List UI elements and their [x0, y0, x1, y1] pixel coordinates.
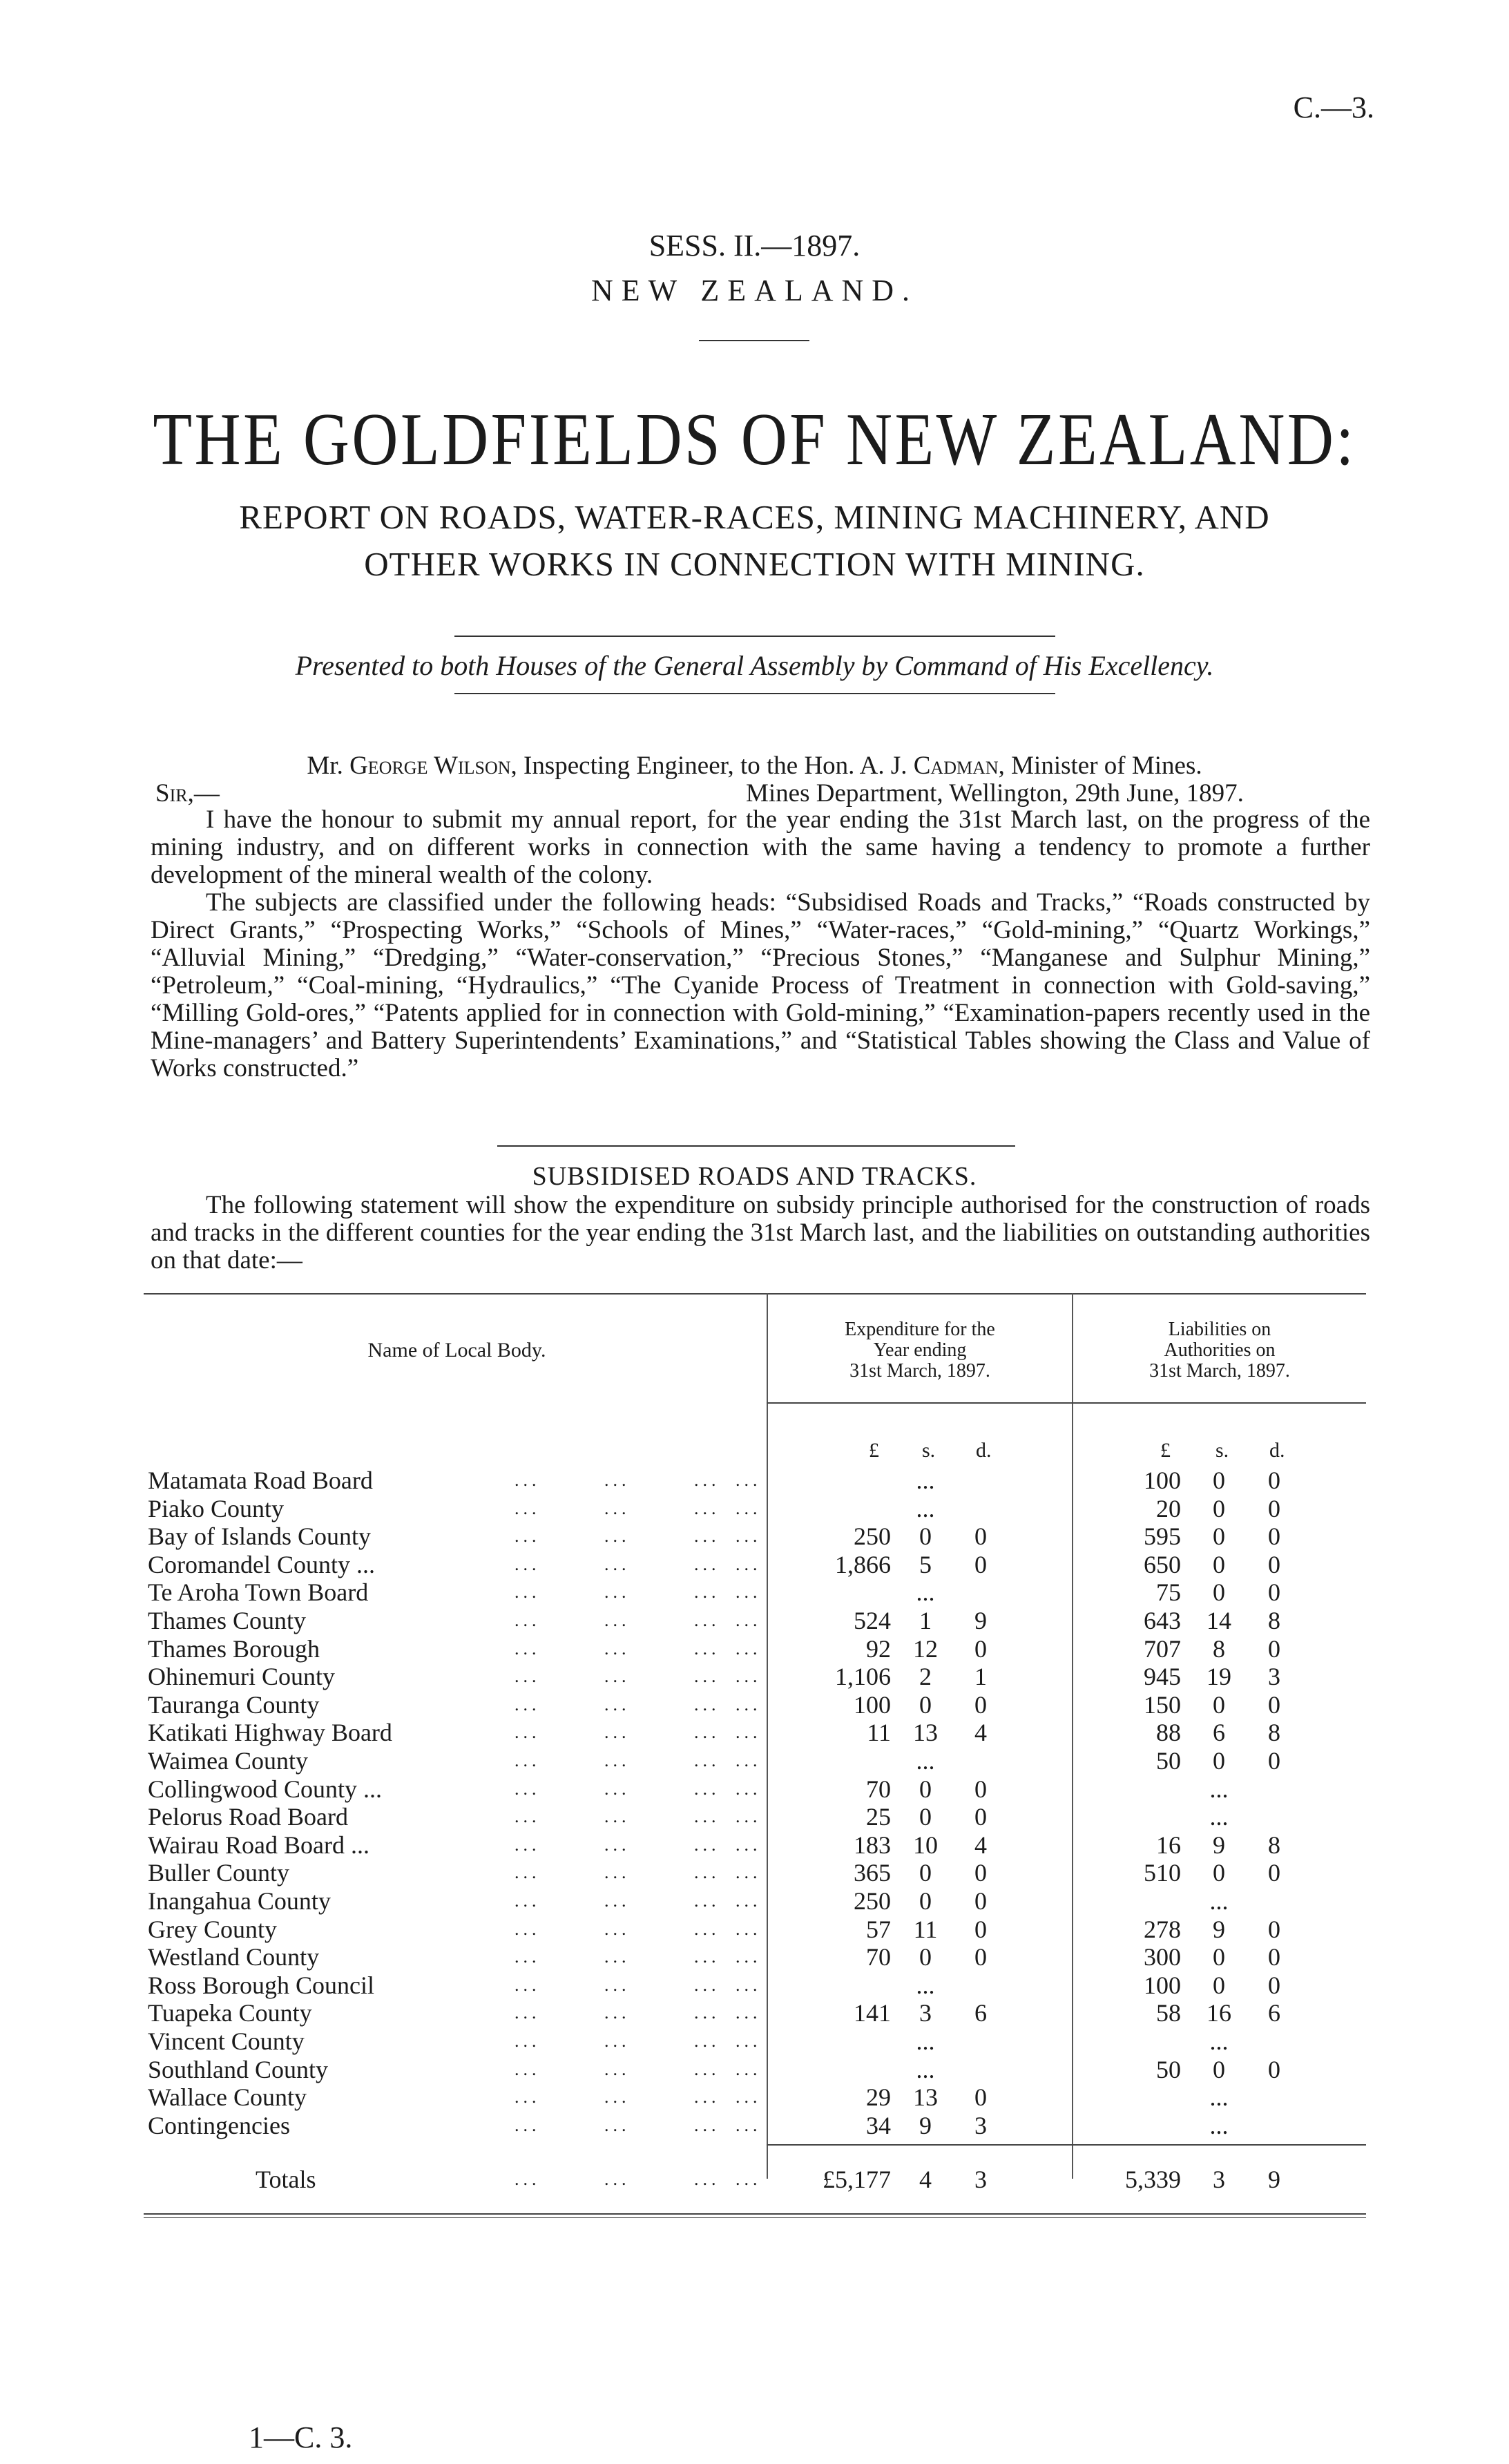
column-header-expenditure — [768, 1319, 1072, 1382]
divider — [497, 1145, 1015, 1147]
liability-pounds: 20 — [1156, 1495, 1181, 1522]
liability-pounds: 88 — [1156, 1719, 1181, 1746]
liability-pence: 0 — [1268, 2056, 1280, 2083]
expenditure-pounds: 34 — [866, 2112, 891, 2139]
page-footer: 1—C. 3. — [249, 2420, 353, 2454]
expenditure-pounds: 524 — [854, 1607, 891, 1634]
liability-shillings: ... — [1209, 2027, 1229, 2055]
local-body-name: Buller County — [148, 1859, 289, 1887]
expenditure-shillings: 12 — [913, 1635, 938, 1663]
table-row: Inangahua County ... ... ... ... 250 0 0 ... — [0, 1887, 1509, 1915]
expenditure-pence: 0 — [974, 2083, 987, 2111]
local-body-name: Thames County — [148, 1607, 306, 1634]
liability-shillings: 0 — [1213, 1578, 1225, 1606]
liability-pounds: 300 — [1144, 1943, 1181, 1971]
liability-shillings: 0 — [1213, 1691, 1225, 1719]
expenditure-shillings: ... — [916, 1747, 935, 1775]
expenditure-pence: 4 — [974, 1719, 987, 1746]
expenditure-shillings: 13 — [913, 2083, 938, 2111]
expenditure-shillings: 3 — [919, 1999, 932, 2027]
paragraph: I have the honour to submit my annual report, for the year ending the 31st March last, on the progress of the mining industry, and on different works in connection with the same having a tendency to promote a further development of the mineral wealth of the colony. — [151, 805, 1370, 889]
liability-pounds: 707 — [1144, 1635, 1181, 1663]
liability-pence: 0 — [1268, 1943, 1280, 1971]
liability-pounds: 100 — [1144, 1971, 1181, 1999]
liability-shillings: 0 — [1213, 1859, 1225, 1887]
local-body-name: Westland County — [148, 1943, 320, 1971]
unit-pence: d. — [976, 1439, 992, 1462]
table-row: Vincent County ... ... ... ... ... ... — [0, 2027, 1509, 2055]
sender-name: George Wilson — [349, 752, 511, 780]
liability-pence: 0 — [1268, 1971, 1280, 1999]
header-line: 31st March, 1897. — [849, 1360, 990, 1382]
local-body-name: Wallace County — [148, 2083, 307, 2111]
expenditure-pounds: 250 — [854, 1887, 891, 1915]
liability-shillings: ... — [1209, 2083, 1229, 2111]
header-line: 31st March, 1897. — [1149, 1360, 1290, 1382]
local-body-name: Bay of Islands County — [148, 1522, 371, 1550]
total-liab-shillings: 3 — [1213, 2166, 1225, 2193]
table-bottom-rule — [144, 2217, 1366, 2218]
country-line: NEW ZEALAND. — [590, 274, 919, 307]
expenditure-pence: 1 — [974, 1663, 987, 1690]
total-liab-pence: 9 — [1268, 2166, 1280, 2193]
header-line: Year ending — [873, 1339, 967, 1361]
local-body-name: Tauranga County — [148, 1691, 320, 1719]
section-heading: SUBSIDISED ROADS AND TRACKS. — [532, 1162, 977, 1191]
expenditure-shillings: 11 — [913, 1916, 938, 1943]
expenditure-shillings: 9 — [919, 2112, 932, 2139]
expenditure-pounds: 250 — [854, 1522, 891, 1550]
liability-pence: 8 — [1268, 1607, 1280, 1634]
expenditure-pence: 0 — [974, 1859, 987, 1887]
local-body-name: Wairau Road Board ... — [148, 1831, 370, 1859]
liability-pounds: 945 — [1144, 1663, 1181, 1690]
liability-shillings: ... — [1209, 1775, 1229, 1803]
liability-shillings: 19 — [1207, 1663, 1231, 1690]
liability-shillings: 14 — [1207, 1607, 1231, 1634]
expenditure-pounds: 29 — [866, 2083, 891, 2111]
table-row: Te Aroha Town Board ... ... ... ... ... 75 0 0 — [0, 1578, 1509, 1606]
divider — [454, 636, 1055, 637]
expenditure-shillings: 0 — [919, 1803, 932, 1831]
expenditure-pounds: 365 — [854, 1859, 891, 1887]
table-row: Waimea County ... ... ... ... ... 50 0 0 — [0, 1747, 1509, 1775]
liability-pounds: 50 — [1156, 1747, 1181, 1775]
document-subtitle — [0, 494, 1509, 588]
liability-shillings: 0 — [1213, 1971, 1225, 1999]
local-body-name: Ross Borough Council — [148, 1971, 375, 1999]
section-intro — [151, 1192, 1370, 1274]
local-body-name: Vincent County — [148, 2027, 305, 2055]
liability-shillings: 9 — [1213, 1916, 1225, 1943]
expenditure-shillings: 1 — [919, 1607, 932, 1634]
expenditure-shillings: 5 — [919, 1551, 932, 1578]
table-row: Wairau Road Board ... ... ... ... ... 183 10 4 16 9 8 — [0, 1831, 1509, 1859]
expenditure-pence: 0 — [974, 1522, 987, 1550]
header-rule — [767, 1402, 1366, 1404]
liability-shillings: ... — [1209, 1803, 1229, 1831]
paragraph: The subjects are classified under the following heads: “Subsidised Roads and Tracks,” “Roads constructed by Direct Grants,” “Prospecting Works,” “Schools of Mines,” “Water-races,” “Gold-mining,” “Quartz Workings,” “Alluvial Mining,” “Dredging,” “Water-conservation,” “Precious Stones,” “Manganese and Sulphur Mining,” “Petroleum,” “Coal-mining, “Hydraulics,” “The Cyanide Process of Treatment in connection with Gold-saving,” “Milling Gold-ores,” “Patents applied for in connection with Gold-mining,” “Examination-papers recently used in the Mine-managers’ and Battery Superintendents’ Examinations,” and “Statistical Tables showing the Class and Value of Works constructed.” — [151, 888, 1370, 1082]
liability-pence: 0 — [1268, 1747, 1280, 1775]
liability-pence: 3 — [1268, 1663, 1280, 1690]
expenditure-pounds: 183 — [854, 1831, 891, 1859]
local-body-name: Grey County — [148, 1916, 277, 1943]
liability-pence: 0 — [1268, 1635, 1280, 1663]
recipient-role: , Minister of Mines. — [998, 752, 1202, 780]
liability-shillings: 0 — [1213, 1943, 1225, 1971]
expenditure-shillings: ... — [916, 1495, 935, 1522]
table-row: Southland County ... ... ... ... ... 50 0 0 — [0, 2056, 1509, 2083]
table-row: Katikati Highway Board ... ... ... ... 11 13 4 88 6 8 — [0, 1719, 1509, 1746]
expenditure-pounds: 1,866 — [835, 1551, 891, 1578]
totals-row: Totals ... ... ... ... £5,177 4 3 5,339 3 9 — [0, 2166, 1509, 2193]
liability-shillings: 6 — [1213, 1719, 1225, 1746]
total-exp-shillings: 4 — [919, 2166, 932, 2193]
local-body-name: Pelorus Road Board — [148, 1803, 348, 1831]
expenditure-shillings: ... — [916, 2056, 935, 2083]
expenditure-pence: 0 — [974, 1943, 987, 1971]
local-body-name: Tuapeka County — [148, 1999, 312, 2027]
local-body-name: Te Aroha Town Board — [148, 1578, 369, 1606]
paragraph: The following statement will show the expenditure on subsidy principle authorised for the construction of roads and tracks in the different counties for the year ending the 31st March last, and the liabilities on outstanding authorities on that date:— — [151, 1191, 1370, 1274]
liability-pounds: 75 — [1156, 1578, 1181, 1606]
liability-pounds: 50 — [1156, 2056, 1181, 2083]
local-body-name: Inangahua County — [148, 1887, 331, 1915]
expenditure-pence: 9 — [974, 1607, 987, 1634]
liability-shillings: ... — [1209, 2112, 1229, 2139]
local-body-name: Contingencies — [148, 2112, 290, 2139]
document-title: THE GOLDFIELDS OF NEW ZEALAND: — [153, 399, 1356, 481]
liability-pence: 8 — [1268, 1831, 1280, 1859]
liability-pence: 0 — [1268, 1691, 1280, 1719]
liability-shillings: 0 — [1213, 1467, 1225, 1494]
liability-shillings: ... — [1209, 1887, 1229, 1915]
expenditure-pounds: 92 — [866, 1635, 891, 1663]
table-row: Ross Borough Council ... ... ... ... ... 100 0 0 — [0, 1971, 1509, 1999]
liability-pence: 0 — [1268, 1859, 1280, 1887]
table-row: Collingwood County ... ... ... ... ... 70 0 0 ... — [0, 1775, 1509, 1803]
liability-pounds: 643 — [1144, 1607, 1181, 1634]
liability-pounds: 650 — [1144, 1551, 1181, 1578]
liability-pounds: 510 — [1144, 1859, 1181, 1887]
unit-shillings: s. — [922, 1439, 936, 1462]
liability-shillings: 0 — [1213, 1495, 1225, 1522]
expenditure-shillings: ... — [916, 1467, 935, 1494]
session-line: SESS. II.—1897. — [648, 229, 861, 262]
expenditure-pence: 3 — [974, 2112, 987, 2139]
liability-pounds: 278 — [1144, 1916, 1181, 1943]
liability-pounds: 595 — [1144, 1522, 1181, 1550]
expenditure-shillings: 0 — [919, 1775, 932, 1803]
page-reference: C.—3. — [1293, 90, 1374, 124]
table-row: Westland County ... ... ... ... 70 0 0 300 0 0 — [0, 1943, 1509, 1971]
address-prefix: Mr. — [307, 752, 343, 780]
unit-pounds: £ — [1160, 1439, 1171, 1462]
unit-pence: d. — [1269, 1439, 1285, 1462]
liability-shillings: 9 — [1213, 1831, 1225, 1859]
divider — [699, 340, 809, 341]
totals-label: Totals — [256, 2166, 316, 2193]
local-body-name: Piako County — [148, 1495, 285, 1522]
header-line: Authorities on — [1164, 1339, 1276, 1361]
table-top-rule — [144, 1293, 1366, 1295]
expenditure-pounds: 25 — [866, 1803, 891, 1831]
salutation: Sir,— — [155, 779, 220, 808]
column-header-liabilities — [1073, 1319, 1366, 1382]
unit-shillings: s. — [1215, 1439, 1229, 1462]
table-row: Piako County ... ... ... ... ... 20 0 0 — [0, 1495, 1509, 1522]
table-row: Wallace County ... ... ... ... 29 13 0 ... — [0, 2083, 1509, 2111]
expenditure-pounds: 100 — [854, 1691, 891, 1719]
expenditure-pence: 0 — [974, 1635, 987, 1663]
liability-pence: 0 — [1268, 1916, 1280, 1943]
table-row: Ohinemuri County ... ... ... ... 1,106 2 1 945 19 3 — [0, 1663, 1509, 1690]
expenditure-pounds: 141 — [854, 1999, 891, 2027]
liability-pence: 8 — [1268, 1719, 1280, 1746]
expenditure-shillings: 10 — [913, 1831, 938, 1859]
local-body-name: Katikati Highway Board — [148, 1719, 392, 1746]
report-body — [151, 806, 1370, 1082]
liability-shillings: 8 — [1213, 1635, 1225, 1663]
local-body-name: Thames Borough — [148, 1635, 320, 1663]
expenditure-pounds: 11 — [867, 1719, 891, 1746]
presented-line: Presented to both Houses of the General Assembly by Command of His Excellency. — [295, 650, 1214, 681]
expenditure-pence: 0 — [974, 1551, 987, 1578]
expenditure-pence: 0 — [974, 1775, 987, 1803]
expenditure-pounds: 57 — [866, 1916, 891, 1943]
local-body-name: Ohinemuri County — [148, 1663, 335, 1690]
liability-pounds: 150 — [1144, 1691, 1181, 1719]
subtitle-line-1: REPORT ON ROADS, WATER-RACES, MINING MACHINERY, AND — [239, 498, 1270, 536]
table-row: Pelorus Road Board ... ... ... ... 25 0 0 ... — [0, 1803, 1509, 1831]
expenditure-shillings: 13 — [913, 1719, 938, 1746]
table-row: Matamata Road Board ... ... ... ... ... 100 0 0 — [0, 1467, 1509, 1494]
total-exp-pounds: £5,177 — [823, 2166, 891, 2193]
expenditure-shillings: ... — [916, 1971, 935, 1999]
header-line: Expenditure for the — [845, 1319, 995, 1340]
expenditure-shillings: 2 — [919, 1663, 932, 1690]
liability-shillings: 0 — [1213, 1551, 1225, 1578]
table-row: Bay of Islands County ... ... ... ... 250 0 0 595 0 0 — [0, 1522, 1509, 1550]
expenditure-shillings: ... — [916, 2027, 935, 2055]
liability-pence: 6 — [1268, 1999, 1280, 2027]
expenditure-shillings: 0 — [919, 1691, 932, 1719]
table-bottom-rule — [144, 2213, 1366, 2215]
expenditure-shillings: 0 — [919, 1859, 932, 1887]
liability-pence: 0 — [1268, 1467, 1280, 1494]
subtitle-line-2: OTHER WORKS IN CONNECTION WITH MINING. — [364, 545, 1145, 583]
table-row: Tuapeka County ... ... ... ... 141 3 6 58 16 6 — [0, 1999, 1509, 2027]
expenditure-pence: 4 — [974, 1831, 987, 1859]
table-row: Coromandel County ... ... ... ... ... 1,866 5 0 650 0 0 — [0, 1551, 1509, 1578]
expenditure-pence: 0 — [974, 1916, 987, 1943]
liability-pounds: 58 — [1156, 1999, 1181, 2027]
local-body-name: Southland County — [148, 2056, 329, 2083]
liability-shillings: 0 — [1213, 1747, 1225, 1775]
address-line — [0, 751, 1509, 781]
liability-pence: 0 — [1268, 1551, 1280, 1578]
local-body-name: Coromandel County ... — [148, 1551, 375, 1578]
table-row: Thames Borough ... ... ... ... 92 12 0 707 8 0 — [0, 1635, 1509, 1663]
sender-role: , Inspecting Engineer, to the Hon. A. J. — [510, 752, 907, 780]
expenditure-pence: 6 — [974, 1999, 987, 2027]
expenditure-pounds: 70 — [866, 1943, 891, 1971]
expenditure-shillings: 0 — [919, 1943, 932, 1971]
expenditure-pounds: 1,106 — [835, 1663, 891, 1690]
expenditure-shillings: ... — [916, 1578, 935, 1606]
column-header-name: Name of Local Body. — [367, 1339, 546, 1362]
local-body-name: Matamata Road Board — [148, 1467, 373, 1494]
table-row: Buller County ... ... ... ... 365 0 0 510 0 0 — [0, 1859, 1509, 1887]
totals-rule — [767, 2144, 1366, 2146]
expenditure-pence: 0 — [974, 1887, 987, 1915]
liability-pence: 0 — [1268, 1495, 1280, 1522]
table-row: Contingencies ... ... ... ... 34 9 3 ... — [0, 2112, 1509, 2139]
header-line: Liabilities on — [1168, 1319, 1271, 1340]
table-row: Tauranga County ... ... ... ... 100 0 0 150 0 0 — [0, 1691, 1509, 1719]
liability-shillings: 16 — [1207, 1999, 1231, 2027]
total-exp-pence: 3 — [974, 2166, 987, 2193]
liability-pounds: 16 — [1156, 1831, 1181, 1859]
unit-pounds: £ — [869, 1439, 879, 1462]
liability-shillings: 0 — [1213, 2056, 1225, 2083]
liability-shillings: 0 — [1213, 1522, 1225, 1550]
total-liab-pounds: 5,339 — [1125, 2166, 1181, 2193]
divider — [454, 693, 1055, 694]
expenditure-pence: 0 — [974, 1691, 987, 1719]
expenditure-shillings: 0 — [919, 1887, 932, 1915]
table-row: Thames County ... ... ... ... 524 1 9 643 14 8 — [0, 1607, 1509, 1634]
liability-pence: 0 — [1268, 1578, 1280, 1606]
local-body-name: Collingwood County ... — [148, 1775, 383, 1803]
expenditure-shillings: 0 — [919, 1522, 932, 1550]
liability-pence: 0 — [1268, 1522, 1280, 1550]
table-row: Grey County ... ... ... ... 57 11 0 278 9 0 — [0, 1916, 1509, 1943]
expenditure-pence: 0 — [974, 1803, 987, 1831]
local-body-name: Waimea County — [148, 1747, 309, 1775]
liability-pounds: 100 — [1144, 1467, 1181, 1494]
place-date: Mines Department, Wellington, 29th June, 1897. — [746, 779, 1244, 808]
expenditure-pounds: 70 — [866, 1775, 891, 1803]
recipient-name: Cadman — [913, 752, 999, 780]
